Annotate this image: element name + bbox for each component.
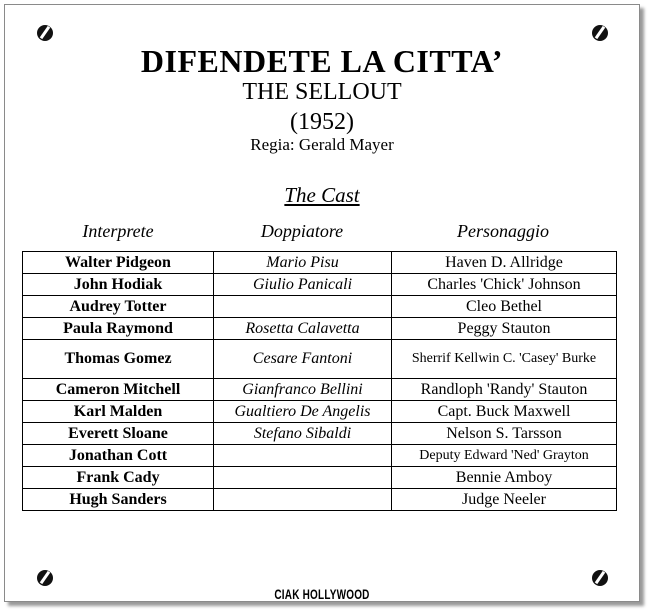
voice-actor-cell: Cesare Fantoni [214, 340, 392, 379]
actor-cell: Thomas Gomez [23, 340, 214, 379]
table-row [23, 296, 617, 318]
character-cell: Deputy Edward 'Ned' Grayton [392, 445, 617, 467]
table-row [23, 423, 617, 445]
actor-cell: Walter Pidgeon [23, 252, 214, 274]
character-cell: Capt. Buck Maxwell [392, 401, 617, 423]
character-cell: Haven D. Allridge [392, 252, 617, 274]
ciak-hollywood-logo [5, 585, 639, 603]
character-cell: Charles 'Chick' Johnson [392, 274, 617, 296]
voice-actor-cell: Mario Pisu [214, 252, 392, 274]
film-title: DIFENDETE LA CITTA’ [140, 43, 504, 79]
character-cell: Peggy Stauton [392, 318, 617, 340]
voice-actor-cell: Rosetta Calavetta [214, 318, 392, 340]
table-row [23, 340, 617, 379]
table-row [23, 401, 617, 423]
table-row [23, 252, 617, 274]
voice-actor-cell: Giulio Panicali [214, 274, 392, 296]
actor-cell: Paula Raymond [23, 318, 214, 340]
table-row [23, 445, 617, 467]
table-row [23, 489, 617, 511]
character-cell: Randloph 'Randy' Stauton [392, 379, 617, 401]
column-header-doppiatore: Doppiatore [260, 221, 344, 241]
actor-cell: John Hodiak [23, 274, 214, 296]
screw-icon [37, 570, 53, 586]
column-header-interprete: Interprete [82, 221, 154, 241]
plaque [4, 4, 640, 602]
film-director: Regia: Gerald Mayer [250, 135, 394, 154]
voice-actor-cell: Gualtiero De Angelis [214, 401, 392, 423]
actor-cell: Everett Sloane [23, 423, 214, 445]
film-year: (1952) [290, 109, 354, 135]
character-cell: Judge Neeler [392, 489, 617, 511]
character-cell: Nelson S. Tarsson [392, 423, 617, 445]
actor-cell: Jonathan Cott [23, 445, 214, 467]
actor-cell: Frank Cady [23, 467, 214, 489]
actor-cell: Karl Malden [23, 401, 214, 423]
voice-actor-cell [214, 467, 392, 489]
logo-text: CIAK HOLLYWOOD [274, 587, 370, 604]
voice-actor-cell [214, 296, 392, 318]
character-cell: Cleo Bethel [392, 296, 617, 318]
actor-cell: Hugh Sanders [23, 489, 214, 511]
actor-cell: Audrey Totter [23, 296, 214, 318]
screw-icon [37, 25, 53, 41]
table-row [23, 318, 617, 340]
column-header-personaggio: Personaggio [457, 221, 549, 241]
actor-cell: Cameron Mitchell [23, 379, 214, 401]
voice-actor-cell [214, 489, 392, 511]
voice-actor-cell: Stefano Sibaldi [214, 423, 392, 445]
voice-actor-cell: Gianfranco Bellini [214, 379, 392, 401]
film-original-title: THE SELLOUT [242, 79, 402, 105]
screw-icon [592, 25, 608, 41]
table-row [23, 274, 617, 296]
cast-heading: The Cast [284, 183, 360, 207]
character-cell: Sherrif Kellwin C. 'Casey' Burke [392, 340, 617, 379]
table-row [23, 467, 617, 489]
screw-icon [592, 570, 608, 586]
voice-actor-cell [214, 445, 392, 467]
table-row [23, 379, 617, 401]
character-cell: Bennie Amboy [392, 467, 617, 489]
cast-table [22, 251, 617, 511]
